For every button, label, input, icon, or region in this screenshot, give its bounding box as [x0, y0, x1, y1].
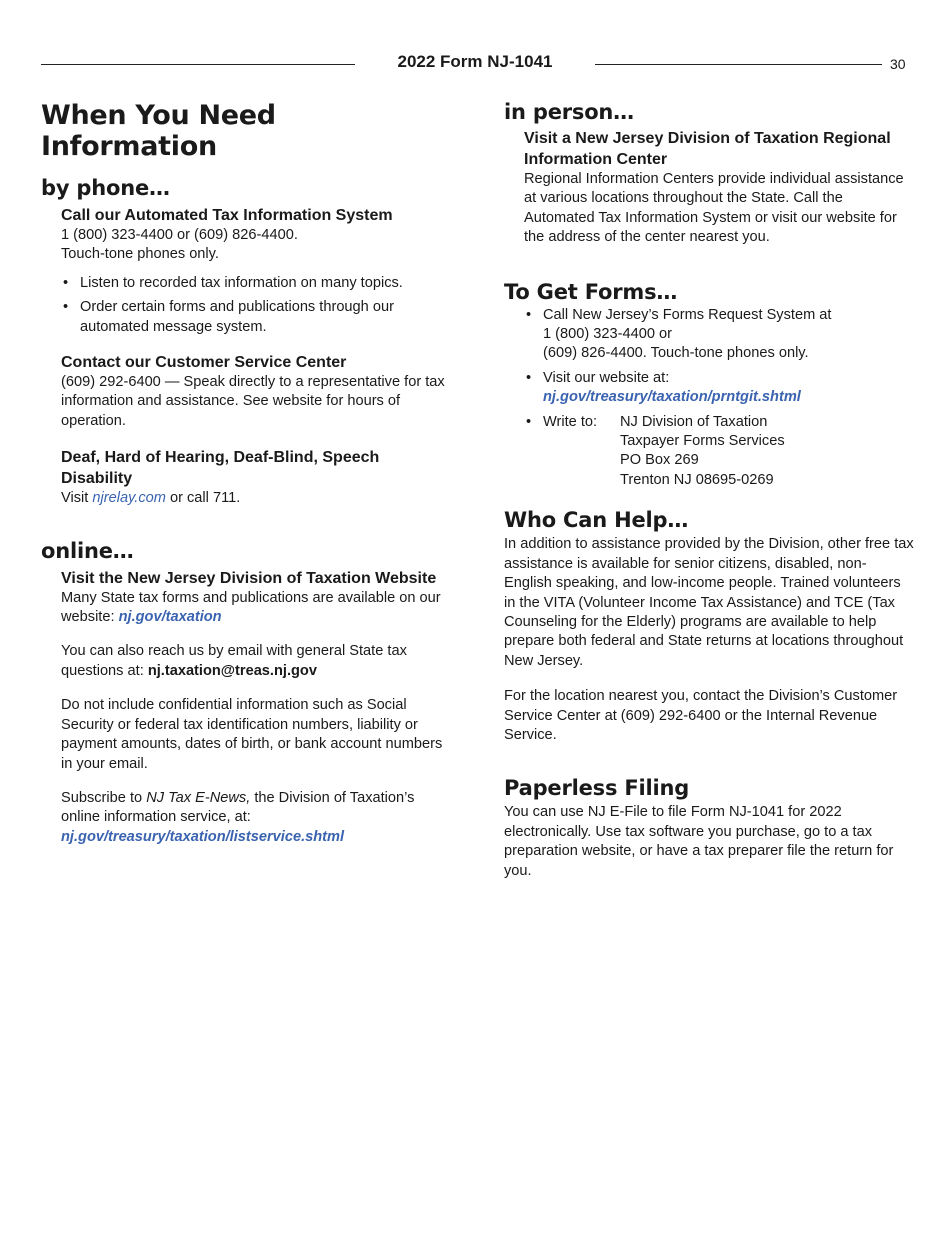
right-column — [504, 100, 914, 881]
email-text — [61, 642, 446, 681]
write-to-label: • Write to: — [543, 413, 598, 430]
njrelay-link[interactable]: njrelay.com — [92, 490, 166, 507]
page-number: 30 — [890, 56, 906, 72]
header-rule-left — [41, 64, 355, 65]
mailing-address — [620, 413, 785, 491]
deaf-services-text — [61, 489, 446, 508]
automated-system-note: Touch-tone phones only. — [61, 246, 219, 263]
email-label: You can also reach us by email with general State tax questions at: — [61, 643, 407, 679]
forms-request-line-1: • Call New Jersey’s Forms Request System at — [543, 306, 832, 323]
page-title: When You Need Information — [41, 100, 276, 162]
email-address[interactable]: nj.taxation@treas.nj.gov — [147, 662, 317, 679]
paperless-filing-text: You can use NJ E-File to file Form NJ-1041 for 2022 electronically. Use tax software you purchase, go to a tax preparation website, or have a tax preparer file the return for you. — [504, 804, 894, 879]
online-section — [41, 539, 446, 847]
phone-options-list — [61, 274, 446, 337]
customer-service-text: (609) 292-6400 — Speak directly to a representative for tax information and assistance. See website for hours of operation. — [61, 374, 445, 429]
subscribe-label: Subscribe to — [61, 789, 143, 806]
paperless-filing-heading: Paperless Filing — [504, 776, 690, 801]
paperless-filing-section — [504, 776, 914, 881]
form-title: 2022 Form NJ-1041 — [397, 52, 553, 71]
division-website-title: Visit the New Jersey Division of Taxation Website — [61, 569, 437, 587]
list-item — [524, 306, 914, 364]
forms-website-link[interactable]: nj.gov/treasury/taxation/prntgit.shtml — [543, 389, 801, 406]
subscribe-text — [61, 789, 446, 847]
help-contact-text: For the location nearest you, contact the Division’s Customer Service Center at (609) 292-6400 or the Internal Revenue Service. — [504, 688, 898, 743]
page-header — [41, 52, 882, 78]
address-line: NJ Division of Taxation — [620, 413, 768, 430]
who-can-help-section — [504, 508, 914, 745]
by-phone-section — [41, 176, 446, 509]
regional-center-text: Regional Information Centers provide individual assistance at various locations throughout the State. Call the Automated Tax Information System or visit our website for the address of the center nearest you. — [524, 171, 904, 246]
deaf-call-text: or call 711. — [169, 490, 241, 507]
list-item — [524, 369, 914, 408]
left-column — [41, 100, 446, 847]
automated-system-title: Call our Automated Tax Information System — [61, 207, 393, 224]
deaf-visit-label: Visit — [61, 490, 89, 507]
regional-center-title: Visit a New Jersey Division of Taxation Regional Information Center — [524, 130, 891, 168]
list-item: • Order certain forms and publications through our automated message system. — [61, 298, 446, 337]
by-phone-heading: by phone… — [41, 176, 170, 200]
address-line: Trenton NJ 08695-0269 — [620, 471, 774, 488]
confidential-warning: Do not include confidential information such as Social Security or federal tax identification numbers, liability or payment amounts, dates of birth, or bank account numbers in your email. — [61, 697, 443, 772]
forms-request-line-3: (609) 826-4400. Touch-tone phones only. — [543, 345, 809, 362]
enews-name: NJ Tax E-News, — [146, 789, 251, 806]
address-line: PO Box 269 — [620, 452, 699, 469]
taxation-website-link[interactable]: nj.gov/taxation — [118, 609, 222, 626]
get-forms-section — [504, 280, 914, 491]
deaf-services-title: Deaf, Hard of Hearing, Deaf-Blind, Speech Disability — [61, 449, 380, 488]
subscribe-description: the Division of Taxation’s online information service, at: — [61, 789, 415, 826]
forms-request-line-2: 1 (800) 323-4400 or — [543, 326, 672, 343]
who-can-help-heading: Who Can Help… — [504, 508, 689, 533]
forms-available-label: Many State tax forms and publications are available on our website: — [61, 589, 441, 626]
list-item — [524, 413, 914, 491]
header-rule-right — [595, 64, 882, 65]
forms-website-label: • Visit our website at: — [543, 369, 670, 386]
online-heading: online… — [41, 538, 134, 563]
help-text: In addition to assistance provided by the Division, other free tax assistance is available for senior citizens, disabled, non-English speaking, and low-income people. Trained volunteers in the VITA (Volunteer Income Tax Assistance) and TCE (Tax Counseling for the Elderly) programs are available to help prepare both federal and State returns at locations throughout New Jersey. — [504, 536, 914, 669]
list-item: • Listen to recorded tax information on many topics. — [61, 274, 446, 293]
forms-available-text — [61, 589, 446, 628]
in-person-heading: in person… — [504, 100, 634, 124]
address-line: Taxpayer Forms Services — [620, 433, 785, 450]
get-forms-heading: To Get Forms… — [504, 279, 678, 304]
get-forms-list — [504, 306, 914, 491]
customer-service-title: Contact our Customer Service Center — [61, 354, 347, 372]
in-person-section — [504, 100, 914, 248]
listservice-link[interactable]: nj.gov/treasury/taxation/listservice.shtml — [61, 828, 345, 845]
automated-system-numbers: 1 (800) 323-4400 or (609) 826-4400. — [61, 227, 298, 243]
